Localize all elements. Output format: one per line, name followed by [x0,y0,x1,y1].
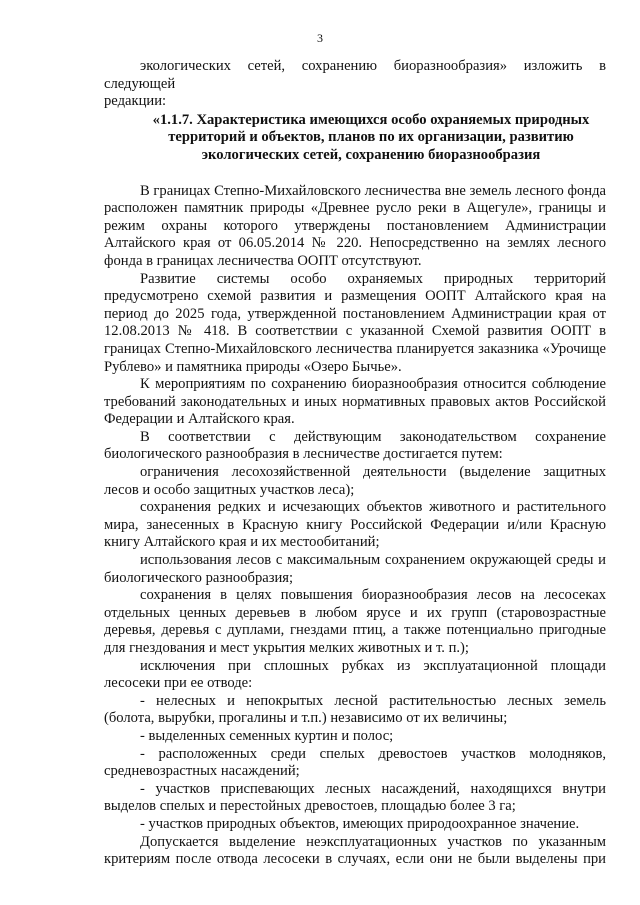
intro-line-1: экологических сетей, сохранению биоразнообразия» изложить в следующей [104,58,606,92]
intro-line-2: редакции: [104,93,167,110]
sublist-item-seed-plots: - выделенных семенных куртин и полос; [140,727,394,744]
paragraph-legislation: В соответствии с действующим законодательством сохранение биологического разнообразия в лесничестве достигается путем: [104,428,606,463]
list-item-valuable-trees: сохранения в целях повышения биоразнообразия лесов на лесосеках отдельных ценных деревьев в любом ярусе и их групп (старовозрастные деревья, деревья с дуплами, гнездами птиц, а также потенциально пригодные для гнездования и мест укрытия мелких животных и т. п.); [104,587,606,656]
heading-line-3: экологических сетей, сохранению биоразнообразия [201,146,541,163]
sublist-item-natural-objects: - участков природных объектов, имеющих природоохранное значение. [140,815,580,832]
closing-line-2: критериям после отвода лесосеки в случаях, если они не были выделены при [104,851,606,868]
sublist-item-young-stands: - расположенных среди спелых древостоев участков молодняков, средневозрастных насаждений; [104,745,606,780]
sublist-item-nonforest: - нелесных и непокрытых лесной растительностью лесных земель (болота, вырубки, прогалины и т.п.) независимо от их величины; [104,692,606,727]
list-item-rare-species: сохранения редких и исчезающих объектов животного и растительного мира, занесенных в Красную книгу Российской Федерации и/или Красную книгу Алтайского края и их местообитаний; [104,499,606,551]
paragraph-development: Развитие системы особо охраняемых природных территорий предусмотрено схемой развития и размещения ООПТ Алтайского края на период до 2025 года, утвержденной постановлением Администрации края от 12.08.2013 № 418. В соответствии с указанной Схемой развития ООПТ в границах Степно-Михайловского лесничества планируется заказника «Урочище Рублево» и памятника природы «Озеро Бычье». [104,270,606,375]
page-number: 3 [317,31,323,45]
closing-line-1: Допускается выделение неэксплуатационных участков по указанным [140,833,606,850]
paragraph-boundaries: В границах Степно-Михайловского лесничества вне земель лесного фонда расположен памятник природы «Древнее русло реки в Ащегуле», границы и режим охраны которого утверждены постановлением Администрации Алтайского края от 06.05.2014 № 220. Непосредственно на землях лесного фонда в границах лесничества ООПТ отсутствуют. [104,182,606,269]
spacer [104,165,606,183]
list-item-exclusion: исключения при сплошных рубках из эксплуатационной площади лесосеки при ее отводе: [104,657,606,692]
sublist-item-maturing-stands: - участков приспевающих лесных насаждений, находящихся внутри выделов спелых и перестойных древостоев, площадью более 3 га; [104,780,606,815]
list-item-restriction: ограничения лесохозяйственной деятельности (выделение защитных лесов и особо защитных участков леса); [104,464,606,498]
paragraph-measures: К мероприятиям по сохранению биоразнообразия относится соблюдение требований законодательных и иных нормативных правовых актов Российской Федерации и Алтайского края. [104,376,606,428]
section-heading [104,112,606,165]
list-item-forest-use: использования лесов с максимальным сохранением окружающей среды и биологического разнообразия; [104,552,606,586]
heading-line-1: «1.1.7. Характеристика имеющихся особо охраняемых природных [152,111,590,128]
heading-line-2: территорий и объектов, планов по их организации, развитию [168,129,574,146]
document-body [104,58,606,869]
